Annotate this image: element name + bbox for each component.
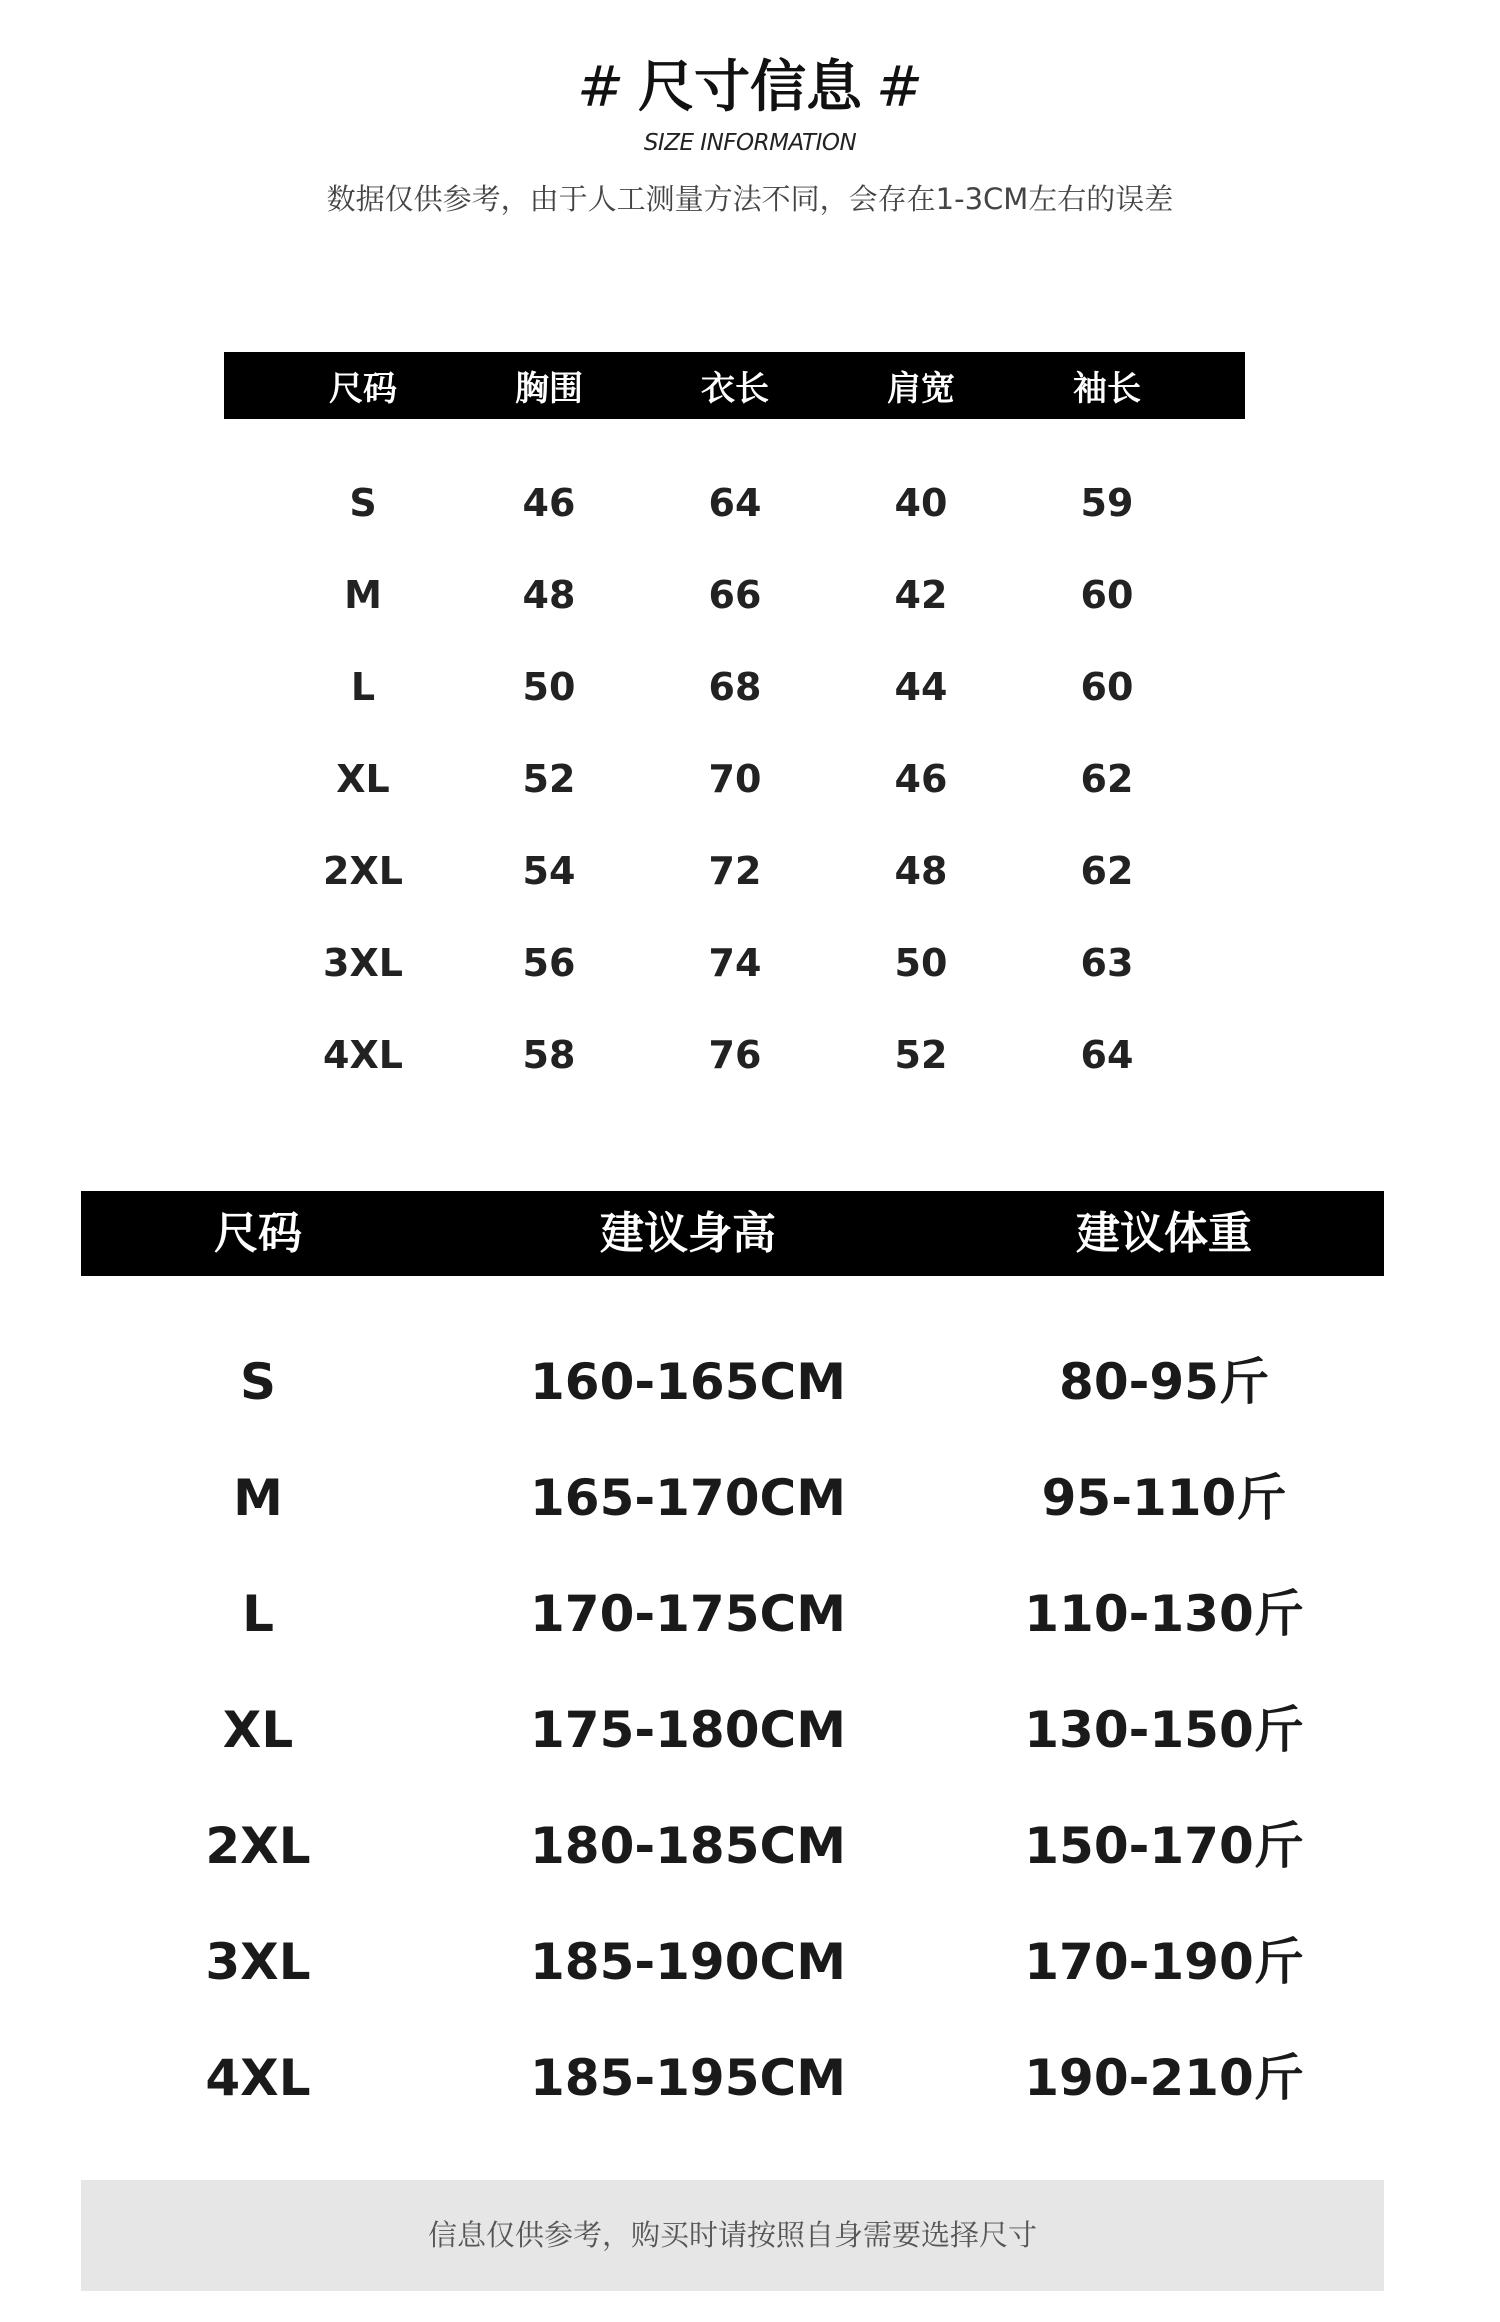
weight-cell: 80-95斤 xyxy=(1059,1353,1269,1411)
length-cell: 64 xyxy=(708,481,762,525)
page-title xyxy=(0,56,1500,120)
table-row xyxy=(224,825,1245,917)
weight-cell: 95-110斤 xyxy=(1041,1469,1287,1527)
header-length: 衣长 xyxy=(701,369,769,409)
header-chest: 胸围 xyxy=(515,369,583,409)
chest-cell: 56 xyxy=(522,941,576,985)
recommend-table-header xyxy=(81,1191,1384,1276)
shoulder-cell: 40 xyxy=(894,481,948,525)
size-cell: M xyxy=(233,1469,283,1527)
size-cell: 4XL xyxy=(205,2049,311,2107)
table-row xyxy=(81,1440,1384,1556)
sleeve-cell: 60 xyxy=(1080,573,1134,617)
shoulder-cell: 50 xyxy=(894,941,948,985)
measurement-table-header xyxy=(224,352,1245,419)
table-row xyxy=(224,549,1245,641)
size-cell: S xyxy=(239,1353,276,1411)
sleeve-cell: 63 xyxy=(1080,941,1134,985)
weight-cell: 190-210斤 xyxy=(1024,2049,1304,2107)
height-cell: 170-175CM xyxy=(530,1585,846,1643)
measurement-table-body xyxy=(224,457,1245,1101)
header-shoulder: 肩宽 xyxy=(887,369,955,409)
chest-cell: 52 xyxy=(522,757,576,801)
size-cell: 2XL xyxy=(323,849,403,893)
height-cell: 175-180CM xyxy=(530,1701,846,1759)
sleeve-cell: 62 xyxy=(1080,849,1134,893)
size-cell: 2XL xyxy=(205,1817,311,1875)
title-suffix: # xyxy=(876,55,923,120)
measurement-note: 数据仅供参考，由于人工测量方法不同，会存在1-3CM左右的误差 xyxy=(326,182,1174,216)
table-row xyxy=(81,2020,1384,2136)
size-cell: 3XL xyxy=(323,941,403,985)
size-cell: L xyxy=(350,665,376,709)
header-size: 尺码 xyxy=(214,1208,302,1259)
length-cell: 74 xyxy=(708,941,762,985)
height-cell: 185-195CM xyxy=(530,2049,846,2107)
shoulder-cell: 48 xyxy=(894,849,948,893)
table-row xyxy=(224,917,1245,1009)
size-cell: S xyxy=(349,481,377,525)
weight-cell: 110-130斤 xyxy=(1024,1585,1304,1643)
table-row xyxy=(224,733,1245,825)
chest-cell: 58 xyxy=(522,1033,576,1077)
sleeve-cell: 60 xyxy=(1080,665,1134,709)
size-cell: XL xyxy=(222,1701,294,1759)
title-text: 尺寸信息 xyxy=(638,55,862,120)
shoulder-cell: 52 xyxy=(894,1033,948,1077)
shoulder-cell: 46 xyxy=(894,757,948,801)
table-row xyxy=(81,1324,1384,1440)
table-row xyxy=(81,1904,1384,2020)
table-row xyxy=(224,641,1245,733)
height-cell: 180-185CM xyxy=(530,1817,846,1875)
size-cell: M xyxy=(344,573,382,617)
chest-cell: 48 xyxy=(522,573,576,617)
sleeve-cell: 59 xyxy=(1080,481,1134,525)
table-row xyxy=(224,457,1245,549)
table-row xyxy=(81,1556,1384,1672)
table-row xyxy=(224,1009,1245,1101)
length-cell: 72 xyxy=(708,849,762,893)
sleeve-cell: 64 xyxy=(1080,1033,1134,1077)
weight-cell: 150-170斤 xyxy=(1024,1817,1304,1875)
chest-cell: 46 xyxy=(522,481,576,525)
table-row xyxy=(81,1672,1384,1788)
table-row xyxy=(81,1788,1384,1904)
chest-cell: 50 xyxy=(522,665,576,709)
size-cell: 4XL xyxy=(323,1033,403,1077)
length-cell: 68 xyxy=(708,665,762,709)
size-cell: 3XL xyxy=(205,1933,311,1991)
header-height: 建议身高 xyxy=(600,1208,776,1259)
height-cell: 165-170CM xyxy=(530,1469,846,1527)
header-weight: 建议体重 xyxy=(1076,1208,1252,1259)
shoulder-cell: 42 xyxy=(894,573,948,617)
subtitle-english: SIZE INFORMATION xyxy=(643,130,857,156)
chest-cell: 54 xyxy=(522,849,576,893)
title-prefix: # xyxy=(577,55,624,120)
weight-cell: 170-190斤 xyxy=(1024,1933,1304,1991)
shoulder-cell: 44 xyxy=(894,665,948,709)
header-sleeve: 袖长 xyxy=(1073,369,1141,409)
height-cell: 185-190CM xyxy=(530,1933,846,1991)
recommend-table-body xyxy=(81,1324,1384,2136)
size-cell: L xyxy=(242,1585,274,1643)
height-cell: 160-165CM xyxy=(530,1353,846,1411)
length-cell: 76 xyxy=(708,1033,762,1077)
weight-cell: 130-150斤 xyxy=(1024,1701,1304,1759)
length-cell: 70 xyxy=(708,757,762,801)
footer-note: 信息仅供参考，购买时请按照自身需要选择尺寸 xyxy=(81,2180,1384,2291)
size-cell: XL xyxy=(336,757,390,801)
header-size: 尺码 xyxy=(329,369,397,409)
length-cell: 66 xyxy=(708,573,762,617)
sleeve-cell: 62 xyxy=(1080,757,1134,801)
